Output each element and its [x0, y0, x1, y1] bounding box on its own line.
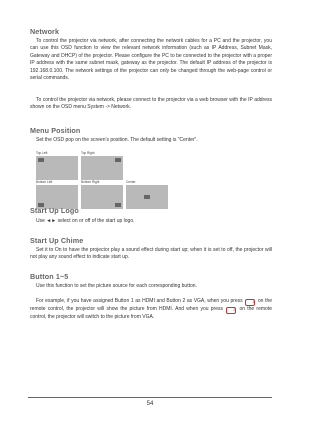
button-text: Use this function to set the picture source for each corresponding button.: [36, 283, 197, 289]
left-right-arrows-icon: ◄►: [46, 218, 57, 224]
thumbnail-caption: Top Left: [36, 151, 48, 155]
start-up-chime-text: Set it to On to have the projector play a sound effect during start up; when it is set to off, the projector will not play any sound effect to indicate start up.: [30, 247, 272, 261]
button-example-part-1: For example, if you have assigned Button 1 as HDMI and Button 2 as VGA, when you press: [36, 298, 243, 304]
footer-divider: [28, 397, 272, 398]
network-paragraph-1: To control the projector via network, after connecting the network cables for a PC and the projector, you can use this OSD function to view the relevant network information (such as IP Address, Subnet Mask, Gateway and DHCP) of the projector. Please configure the PC to be connected to the projector with a proper IP address with the same subnet mask, gateway as the projector. The default IP address of the projector is 192.168.0.100. The network settings of the projector can only be changed through the web-page control or serial commands.: [30, 38, 272, 82]
thumbnail-caption: Bottom Left: [36, 180, 53, 184]
thumbnail-caption: Center: [126, 180, 136, 184]
start-up-logo-prefix: Use: [36, 218, 45, 224]
thumbnail-center: [126, 180, 168, 209]
start-up-logo-heading: Start Up Logo: [30, 206, 79, 215]
start-up-logo-text: [36, 218, 272, 225]
thumbnail-top-left: [36, 151, 78, 180]
page-number: 54: [146, 401, 154, 407]
network-heading: Network: [30, 27, 60, 36]
thumbnail-caption: Bottom Right: [81, 180, 100, 184]
button-example-part-3: on the remote control, the projector will switch to the picture from VGA.: [30, 306, 272, 320]
remote-button-1-icon: 1: [245, 299, 255, 306]
network-paragraph-2: To control the projector via network, please connect to the projector via a web browser with the IP address shown on the OSD menu System -> Network.: [30, 97, 272, 111]
menu-position-heading: Menu Position: [30, 126, 81, 135]
button-example-part-2: on the remote control, the projector will show the picture from HDMI. And when you press: [30, 298, 273, 312]
remote-button-2-icon: 2: [226, 307, 236, 314]
osd-marker: [115, 203, 121, 207]
start-up-logo-suffix: select on or off of the start up logo.: [57, 218, 135, 224]
osd-marker: [144, 195, 150, 199]
start-up-chime-heading: Start Up Chime: [30, 236, 84, 245]
thumbnail-bottom-right: [81, 180, 123, 209]
osd-marker: [115, 158, 121, 162]
osd-marker: [38, 158, 44, 162]
thumbnail-top-right: [81, 151, 123, 180]
button-heading: Button 1~5: [30, 272, 69, 281]
thumbnail-caption: Top Right: [81, 151, 95, 155]
menu-position-text: Set the OSD pop on the screen's position. The default setting is "Center".: [36, 137, 198, 143]
button-example: [30, 298, 272, 321]
menu-position-illustration: [36, 151, 236, 201]
